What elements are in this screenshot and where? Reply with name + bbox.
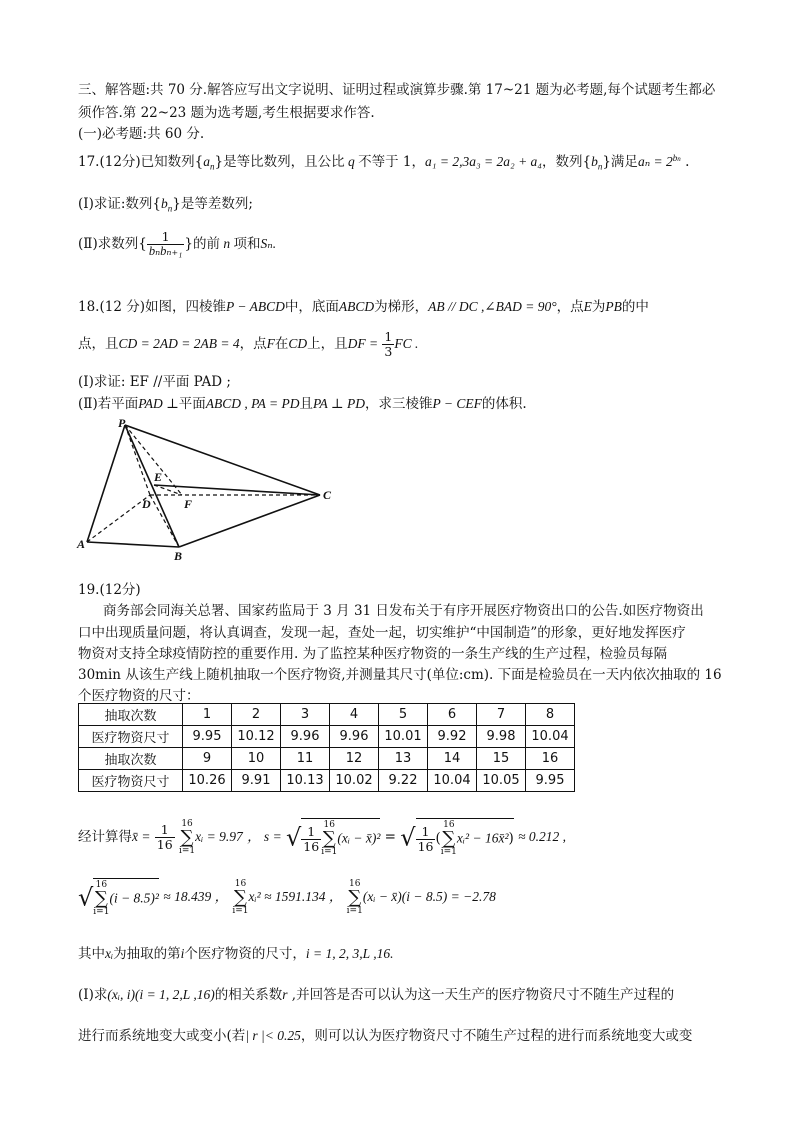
table-cell: 9.98: [477, 726, 526, 748]
table-cell: 7: [477, 704, 526, 726]
edge-DB: [150, 495, 179, 547]
section-line-3: (一)必考题:共 60 分.: [78, 126, 205, 142]
row-header: 医疗物资尺寸: [79, 770, 183, 792]
table-cell: 9.95: [183, 726, 232, 748]
edge-PD: [125, 425, 150, 495]
table-row: [79, 726, 575, 748]
table-cell: 10.04: [526, 726, 575, 748]
table-cell: 16: [526, 748, 575, 770]
label-E: E: [154, 470, 163, 484]
table-cell: 9: [183, 748, 232, 770]
table-row: [79, 704, 575, 726]
q19-part-1-line-2: 进行而系统地变大或变小(若| r |< 0.25，则可以认为医疗物资尺寸不随生产过程的进行而系统地变大或变: [78, 1028, 693, 1044]
label-B: B: [174, 549, 183, 563]
table-cell: 9.96: [330, 726, 379, 748]
edge-AB: [87, 542, 179, 547]
table-cell: 2: [232, 704, 281, 726]
section-line-1: 三、解答题:共 70 分.解答应写出文字说明、证明过程或演算步骤.第 17~21 题为必考题,每个试题考生都必: [78, 82, 716, 98]
label-D: D: [142, 497, 151, 511]
q19-para-1: 商务部会同海关总署、国家药监局于 3 月 31 日发布关于有序开展医疗物资出口的公告.如医疗物资出: [103, 603, 704, 619]
table-cell: 14: [428, 748, 477, 770]
table-cell: 12: [330, 748, 379, 770]
table-row: [79, 770, 575, 792]
q19-para-2: 口中出现质量问题，将认真调查，发现一起，查处一起，切实维护“中国制造”的形象，更好地发挥医疗: [78, 625, 686, 641]
table-cell: 10.26: [183, 770, 232, 792]
table-cell: 9.91: [232, 770, 281, 792]
label-C: C: [323, 488, 332, 502]
q19-where: 其中xᵢ为抽取的第i个医疗物资的尺寸，i = 1, 2, 3,L ,16.: [78, 946, 394, 962]
table-cell: 9.96: [281, 726, 330, 748]
table-cell: 3: [281, 704, 330, 726]
q17-part-2: (Ⅱ)求数列{ $\frac{1}{\text{bₙbₙ₊₁}}$ }的前 n 项和Sₙ.: [78, 229, 277, 258]
measurement-table: [78, 703, 575, 792]
table-cell: 5: [379, 704, 428, 726]
q17-stem: 17.(12分)已知数列$\{a_n\}$是等比数列，且公比 q 不等于 1，a₁ = 2,3a₃ = 2a₂ + a₄，数列$\{b_n\}$满足$a_n = 2^{bn}$ .: [78, 152, 690, 172]
table-cell: 13: [379, 748, 428, 770]
section-line-2: 须作答.第 22~23 题为选考题,考生根据要求作答.: [78, 105, 375, 121]
label-P: P: [118, 416, 126, 430]
pyramid-figure: [70, 415, 350, 565]
row-header: 抽取次数: [79, 748, 183, 770]
table-cell: 1: [183, 704, 232, 726]
table-cell: 10.01: [379, 726, 428, 748]
q19-para-5: 个医疗物资的尺寸：: [78, 688, 200, 704]
edge-PA: [87, 425, 125, 542]
table-row: [79, 748, 575, 770]
table-cell: 4: [330, 704, 379, 726]
stats-line-1: 经计算得x̄ = $\frac{1}{16}$ 16 ∑ i=1xᵢ = 9.97 ， s = √ $\frac{1}{16}$ 16 ∑ i=1(xᵢ − x̄)² = √ $\frac{1}{16}$ (16 ∑ i=1xᵢ² − 16x̄²) ≈ 0.212 ,: [78, 818, 566, 857]
table-cell: 10.02: [330, 770, 379, 792]
table-cell: 10.13: [281, 770, 330, 792]
table-cell: 8: [526, 704, 575, 726]
q18-part-1: (Ⅰ)求证: EF //平面 PAD ;: [78, 374, 231, 390]
q19-header: 19.(12分): [78, 582, 141, 598]
table-cell: 10.12: [232, 726, 281, 748]
edge-BC: [179, 495, 320, 547]
row-header: 抽取次数: [79, 704, 183, 726]
label-A: A: [77, 537, 86, 551]
q18-line-2: 点，且CD = 2AD = 2AB = 4，点F在CD上，且DF = $\frac{1}{3}$ FC .: [78, 329, 419, 359]
table-cell: 10.05: [477, 770, 526, 792]
table-cell: 10.04: [428, 770, 477, 792]
q17-part-1: (Ⅰ)求证:数列$\{b_n\}$是等差数列;: [78, 196, 253, 214]
table-cell: 9.95: [526, 770, 575, 792]
q18-line-1: 18.(12 分)如图，四棱锥P − ABCD中，底面ABCD为梯形，AB // DC ,∠BAD = 90°，点E为PB的中: [78, 299, 649, 315]
table-cell: 9.92: [428, 726, 477, 748]
table-cell: 11: [281, 748, 330, 770]
stats-line-2: √ 16 ∑ i=1(i − 8.5)² ≈ 18.439 ， 16 ∑ i=1xᵢ² ≈ 1591.134 ， 16 ∑ i=1(xᵢ − x̄)(i − 8.5) = −2.78: [78, 878, 496, 917]
q19-para-3: 物资对支持全球疫情防控的重要作用. 为了监控某种医疗物资的一条生产线的生产过程，检验员每隔: [78, 646, 668, 662]
table-cell: 9.22: [379, 770, 428, 792]
table-cell: 15: [477, 748, 526, 770]
q19-para-4: 30min 从该生产线上随机抽取一个医疗物资,并测量其尺寸(单位:cm). 下面是检验员在一天内依次抽取的 16: [78, 667, 722, 683]
label-F: F: [184, 497, 193, 511]
table-cell: 6: [428, 704, 477, 726]
edge-AD: [87, 495, 150, 542]
table-cell: 10: [232, 748, 281, 770]
row-header: 医疗物资尺寸: [79, 726, 183, 748]
q18-part-2: (Ⅱ)若平面PAD ⊥平面ABCD , PA = PD且PA ⊥ PD，求三棱锥P − CEF的体积.: [78, 396, 527, 412]
q19-part-1-line-1: (Ⅰ)求(xᵢ, i)(i = 1, 2,L ,16)的相关系数r ,并回答是否可以认为这一天生产的医疗物资尺寸不随生产过程的: [78, 987, 675, 1003]
